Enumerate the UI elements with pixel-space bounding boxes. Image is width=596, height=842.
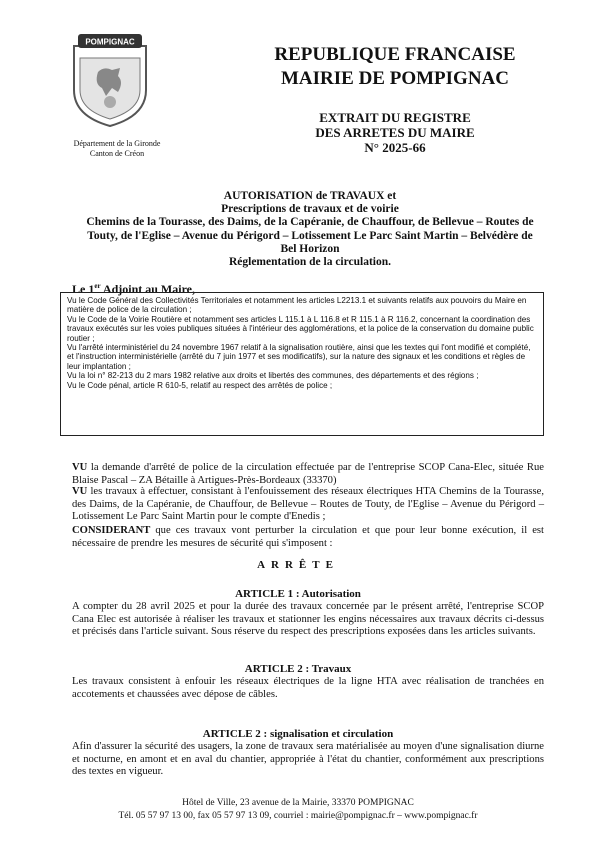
vu-request-paragraph: VU la demande d'arrêté de police de la circulation effectuée par de l'entreprise SCOP Cana-Elec, située Rue Blaise Pascal – ZA Bétaille à Artigues-Près-Bordeaux (33370): [72, 462, 544, 486]
register-extract-heading: [240, 110, 550, 155]
legal-reference: Vu la loi n° 82-213 du 2 mars 1982 relative aux droits et libertés des communes, des départements et des régions ;: [67, 371, 479, 381]
legal-references-box: [60, 292, 544, 436]
arrete-number: N° 2025-66: [364, 140, 426, 155]
article-3-text: Afin d'assurer la sécurité des usagers, la zone de travaux sera matérialisée au moyen d'une signalisation diurne et nocturne, en amont et en aval du chantier, appropriée à l'état du chantier, conformément aux prescriptions des textes en vigueur.: [72, 741, 544, 777]
republic-heading: REPUBLIQUE FRANCAISE: [274, 44, 516, 65]
title-line-3: Chemins de la Tourasse, des Daims, de la Capéranie, de Chauffour, de Bellevue – Routes de: [86, 216, 534, 229]
adjoint-heading: Le 1er Adjoint au Maire,: [72, 282, 196, 296]
article-1-heading: ARTICLE 1 : Autorisation: [235, 588, 361, 600]
title-line-4: Touty, de l'Eglise – Avenue du Périgord – Lotissement Le Parc Saint Martin – Belvédère de: [87, 229, 533, 242]
title-line-5: Bel Horizon: [280, 242, 340, 255]
article-2-heading: ARTICLE 2 : Travaux: [244, 663, 352, 675]
article-3-heading: ARTICLE 2 : signalisation et circulation: [202, 728, 394, 740]
legal-reference: Vu l'arrêté interministériel du 24 novembre 1967 relatif à la signalisation routière, ainsi que les textes qui l'ont modifié et complété, et l'instruction interministérielle (arrêté du 7 juin 1977 et ses modificatifs), sur la nature des signaux et les conditions et règles de leur implantation ;: [67, 343, 531, 371]
mairie-heading: MAIRIE DE POMPIGNAC: [281, 68, 509, 89]
extract-line-1: EXTRAIT DU REGISTRE: [319, 110, 471, 125]
legal-reference: Vu le Code pénal, article R 610-5, relatif au respect des arrêtés de police ;: [67, 380, 333, 390]
legal-reference: Vu le Code Général des Collectivités Territoriales et notamment les articles L2213.1 et suivants relatifs aux pouvoirs du Maire en matière de police de la circulation ;: [67, 296, 527, 315]
canton-name: Canton de Créon: [89, 149, 145, 158]
arrete-heading: ARRÊTE: [257, 559, 339, 571]
title-line-1: AUTORISATION de TRAVAUX et: [223, 190, 397, 202]
logo-lettering: POMPIGNAC: [85, 37, 135, 47]
vu-works-paragraph: VU les travaux à effectuer, consistant à l'enfouissement des réseaux électriques HTA Chemins de la Tourasse, des Daims, de la Capéranie, de Chauffour, de Bellevue – Routes de Touty, de l'Eglise – Avenue du Périgord – Lotissement Le Parc Saint Martin pour le compte d'Enedis ;: [72, 486, 544, 522]
article-1-text: A compter du 28 avril 2025 et pour la durée des travaux concernée par le présent arrêté, l'entreprise SCOP Cana Elec est autorisée à réaliser les travaux et stationner les engins nécessaires aux travaux décrits ci-dessus et précisés dans l'article suivant. Sous réserve du respect des prescriptions exposées dans les articles suivants.: [72, 601, 544, 637]
title-line-2: Prescriptions de travaux et de voirie: [221, 203, 399, 216]
department-name: Département de la Gironde: [73, 139, 161, 148]
municipal-coat-of-arms-logo: [68, 32, 152, 128]
department-info: [54, 139, 180, 159]
legal-reference: Vu le Code de la Voirie Routière et notamment ses articles L 115.1 à L 116.8 et R 115.1 à R 116.2, concernant la coordination des travaux exécutés sur les voies publiques situées à l'intérieur des agglomérations, et la police de la conservation du domaine public routier ;: [67, 314, 534, 343]
title-line-6: Réglementation de la circulation.: [228, 256, 392, 269]
extract-line-2: DES ARRETES DU MAIRE: [315, 125, 475, 140]
article-2-text: Les travaux consistent à enfouir les réseaux électriques de la ligne HTA avec réalisation de tranchées en accotements et chaussées avec dépose de câbles.: [72, 676, 544, 700]
considerant-paragraph: CONSIDERANT que ces travaux vont perturber la circulation et que pour leur bonne exécution, il est nécessaire de prendre les mesures de sécurité qui s'imposent :: [72, 525, 544, 549]
footer-contact: Tél. 05 57 97 13 00, fax 05 57 97 13 09, courriel : mairie@pompignac.fr – www.pompignac.fr: [118, 811, 478, 821]
document-title: [70, 190, 550, 269]
footer-address: Hôtel de Ville, 23 avenue de la Mairie, 33370 POMPIGNAC: [182, 798, 414, 808]
